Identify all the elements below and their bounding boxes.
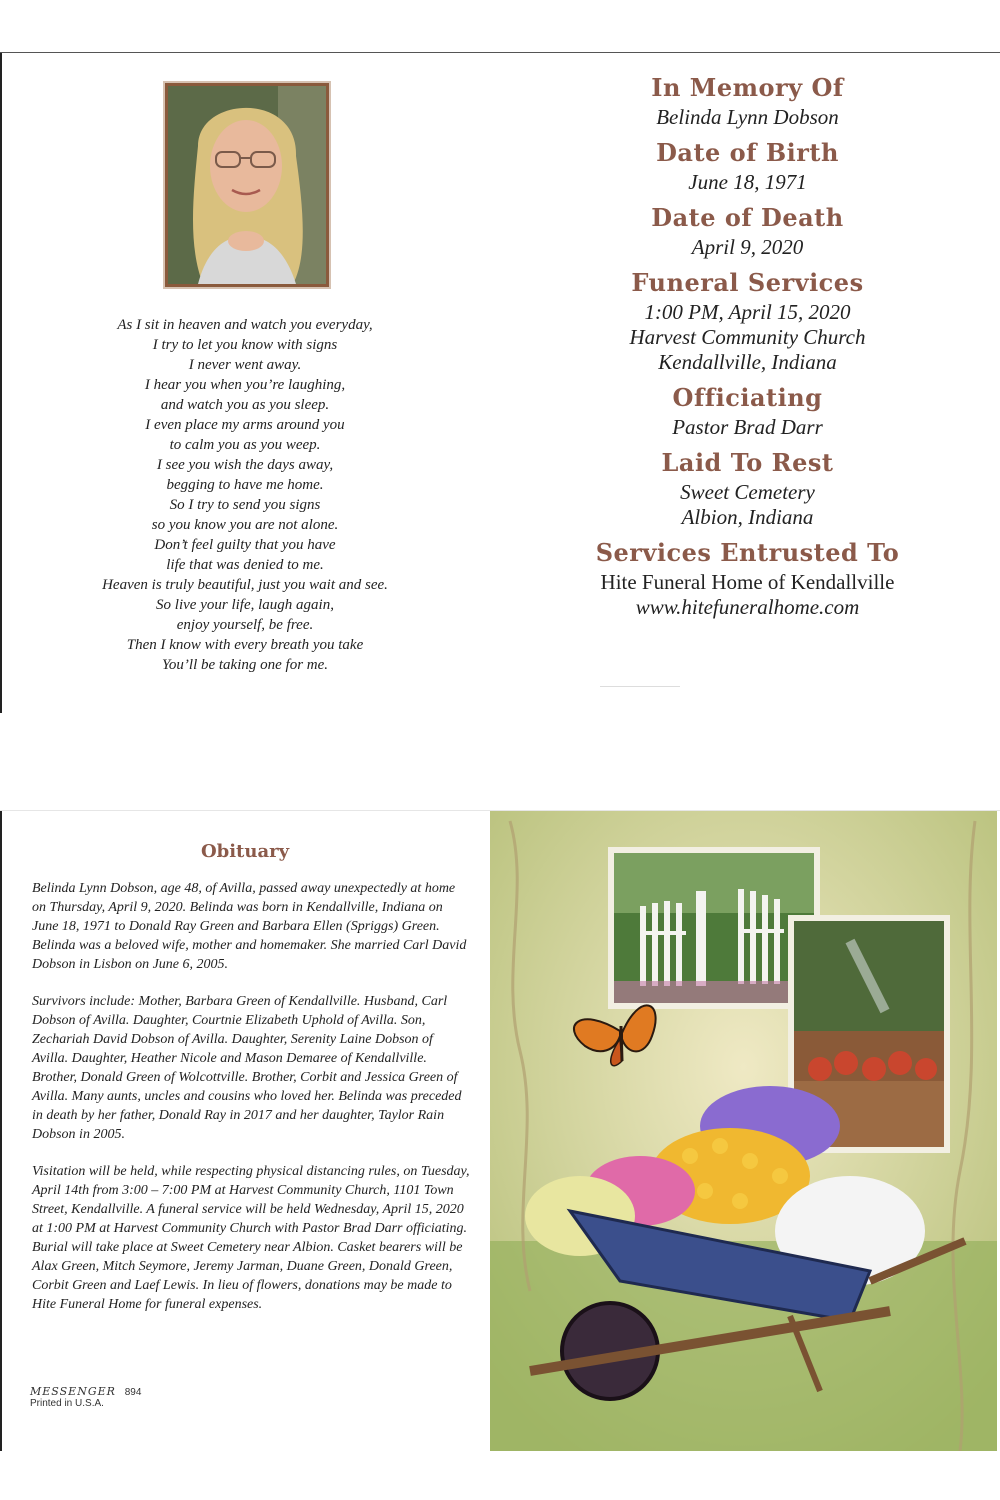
poem-line: I try to let you know with signs [152,337,338,353]
poem-line: enjoy yourself, be free. [176,617,314,633]
printer-mark [30,1385,141,1409]
cemetery-city: Albion, Indiana [681,505,814,529]
funeral-home-website: www.hitefuneralhome.com [635,595,860,619]
messenger-logo: MESSENGER [30,1385,116,1398]
obituary-paragraph: Visitation will be held, while respecting physical distancing rules, on Tuesday, April 14th from 3:00 – 7:00 PM at Harvest Community Church, 1101 Town Street, Kendallville. A funeral service will be held Wednesday, April 15, 2020 at 1:00 PM at Harvest Community Church with Pastor Brad Darr officiating. Burial will take place at Sweet Cemetery near Albion. Casket bearers will be Alax Green, Mitch Seymore, Jeremy Jarman, Duane Green, Donald Green, Corbit Green and Laef Lewis. In lieu of flowers, donations may be made to Hite Funeral Home for funeral expenses. [32,1164,470,1312]
in-memory-heading: In Memory Of [651,73,844,102]
poem-line: Don’t feel guilty that you have [154,537,336,553]
poem-line: So live your life, laugh again, [156,597,334,613]
service-place: Harvest Community Church [629,325,866,349]
deceased-name: Belinda Lynn Dobson [656,105,839,129]
rest-heading: Laid To Rest [661,448,834,477]
poem-line: As I sit in heaven and watch you everyday, [117,317,373,333]
service-city: Kendallville, Indiana [658,350,837,374]
poem-line: Heaven is truly beautiful, just you wait and see. [102,577,388,593]
obituary-paragraph: Survivors include: Mother, Barbara Green of Kendallville. Husband, Carl Dobson of Avilla. Daughter, Courtnie Elizabeth Uphold of Avilla. Son, Zechariah David Dobson of Avilla. Daughter, Serenity Laine Dobson of Avilla. Daughter, Heather Nicole and Mason Demaree of Kendallville. Brother, Donald Green of Wolcottville. Brother, Corbit and Jessica Green of Avilla. Many aunts, uncles and cousins who loved her. Belinda was preceded in death by her father, Donald Ray in 2017 and her daughter, Taylor Rain Dobson in 2005. [32,994,462,1142]
sheet-edge [0,811,2,1451]
funeral-home: Hite Funeral Home of Kendallville [600,570,895,594]
poem-line: life that was denied to me. [166,557,324,573]
sheet-edge [0,53,2,713]
service-details [575,71,920,620]
wheelbarrow-flowers-illustration [490,811,997,1451]
obituary-title: Obituary [200,841,290,862]
services-heading: Funeral Services [631,268,864,297]
entrusted-heading: Services Entrusted To [595,538,900,567]
divider [600,686,680,687]
poem-line: Then I know with every breath you take [126,637,364,653]
birth-date: June 18, 1971 [688,170,807,194]
death-date: April 9, 2020 [691,235,804,259]
memorial-back-sheet [0,810,1000,1451]
printed-in: Printed in U.S.A. [30,1398,104,1409]
poem-line: I never went away. [188,357,302,373]
obituary-text [32,879,472,1332]
portrait-photo [165,83,329,287]
birth-heading: Date of Birth [656,138,839,167]
memorial-poem [60,315,430,675]
service-time: 1:00 PM, April 15, 2020 [644,300,851,324]
memorial-front-sheet [0,52,1000,753]
obituary-paragraph: Belinda Lynn Dobson, age 48, of Avilla, passed away unexpectedly at home on Thursday, April 9, 2020. Belinda was born in Kendallville, Indiana on June 18, 1971 to Donald Ray Green and Barbara Ellen (Spriggs) Green. Belinda was a beloved wife, mother and homemaker. She married Carl David Dobson in Lisbon on June 6, 2005. [32,881,467,972]
poem-line: so you know you are not alone. [151,517,339,533]
poem-line: and watch you as you sleep. [160,397,330,413]
officiating-heading: Officiating [672,383,823,412]
poem-line: I see you wish the days away, [156,457,334,473]
poem-line: begging to have me home. [166,477,324,493]
poem-line: I even place my arms around you [145,417,345,433]
death-heading: Date of Death [651,203,844,232]
product-number: 894 [124,1387,142,1398]
cemetery: Sweet Cemetery [680,480,815,504]
poem-line: So I try to send you signs [169,497,321,513]
poem-line: I hear you when you’re laughing, [144,377,346,393]
poem-line: You’ll be taking one for me. [161,657,329,673]
officiant: Pastor Brad Darr [672,415,823,439]
poem-line: to calm you as you weep. [169,437,321,453]
